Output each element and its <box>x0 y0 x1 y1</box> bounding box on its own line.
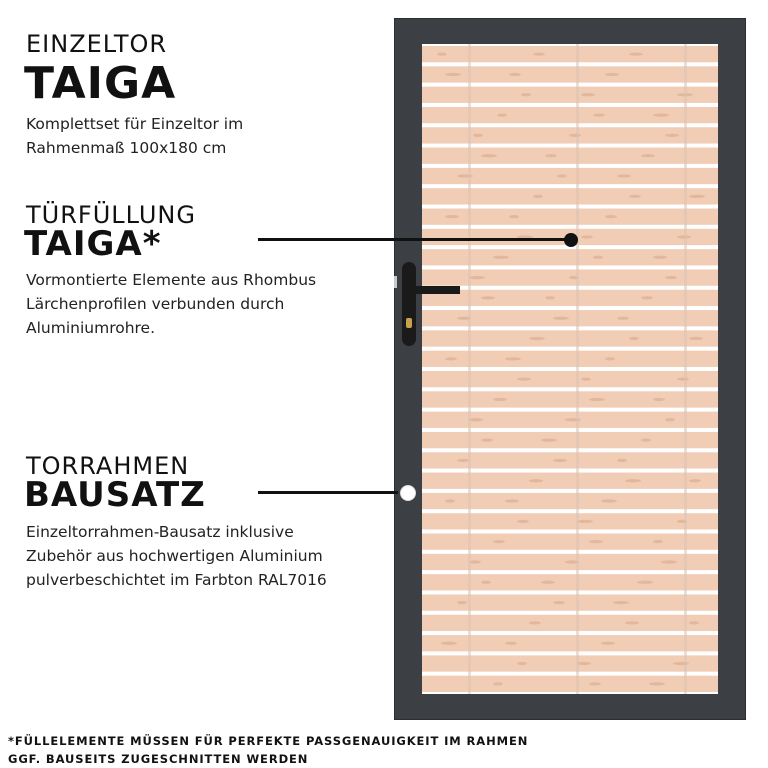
infill-callout-line <box>258 238 574 241</box>
wood-slat <box>422 493 718 509</box>
wood-knot <box>605 215 617 218</box>
wood-knot <box>445 73 461 76</box>
wood-knot <box>529 621 541 624</box>
gate-illustration <box>394 18 746 720</box>
product-title: TAIGA <box>24 58 177 109</box>
wood-knot <box>625 479 641 482</box>
handle-plate <box>402 262 416 346</box>
wood-knot <box>553 317 569 320</box>
wood-knot <box>601 642 615 645</box>
wood-slat <box>422 188 718 204</box>
infill-callout-dot <box>564 233 578 247</box>
wood-knot <box>641 438 651 441</box>
wood-knot <box>641 296 653 299</box>
wood-knot <box>617 459 627 462</box>
wood-knot <box>481 438 493 441</box>
wood-knot <box>445 357 457 360</box>
wood-slat <box>422 148 718 164</box>
frame-description-line: pulverbeschichtet im Farbton RAL7016 <box>26 571 327 589</box>
wood-slat <box>422 249 718 265</box>
frame-callout-line <box>258 491 398 494</box>
wood-knot <box>493 682 503 685</box>
wood-knot <box>445 215 459 218</box>
aluminium-tube <box>576 44 579 694</box>
wood-knot <box>617 317 629 320</box>
frame-kicker: TORRAHMEN <box>26 452 190 480</box>
infill-title: TAIGA* <box>24 224 162 264</box>
wood-knot <box>665 418 675 421</box>
wood-knot <box>653 113 669 116</box>
wood-knot <box>533 53 545 56</box>
wood-knot <box>605 357 615 360</box>
wood-knot <box>481 581 491 584</box>
wood-knot <box>581 235 593 238</box>
wood-knot <box>589 682 601 685</box>
frame-description-line: Zubehör aus hochwertigen Aluminium <box>26 547 323 565</box>
infill-description <box>26 268 316 340</box>
wood-slat <box>422 574 718 590</box>
wood-slat <box>422 371 718 387</box>
wood-knot <box>493 540 505 543</box>
infill-description-line: Aluminiumrohre. <box>26 319 156 337</box>
frame-description-line: Einzeltorrahmen-Bausatz inklusive <box>26 523 294 541</box>
wood-slat <box>422 615 718 631</box>
wood-knot <box>569 134 581 137</box>
wood-knot <box>581 93 595 96</box>
wood-knot <box>457 601 467 604</box>
wood-knot <box>613 601 629 604</box>
wood-knot <box>517 378 531 381</box>
wood-slat <box>422 107 718 123</box>
wood-knot <box>629 53 643 56</box>
wood-knot <box>445 499 455 502</box>
wood-knot <box>505 642 517 645</box>
wood-knot <box>581 378 591 381</box>
wood-knot <box>493 398 507 401</box>
wood-knot <box>605 73 619 76</box>
wood-knot <box>481 154 497 157</box>
wood-knot <box>589 398 605 401</box>
wood-knot <box>617 174 631 177</box>
wood-knot <box>649 682 665 685</box>
wood-knot <box>553 459 567 462</box>
wood-knot <box>689 621 699 624</box>
wood-knot <box>689 479 701 482</box>
wood-knot <box>497 113 507 116</box>
wood-knot <box>665 134 679 137</box>
wood-slat <box>422 513 718 529</box>
wood-knot <box>589 540 603 543</box>
footnote-line: *FÜLLELEMENTE MÜSSEN FÜR PERFEKTE PASSGENAUIGKEIT IM RAHMEN <box>8 734 529 748</box>
handle-lever <box>408 286 460 294</box>
wood-knot <box>689 195 705 198</box>
key-cylinder <box>406 318 412 328</box>
wood-knot <box>541 581 555 584</box>
infill-description-line: Vormontierte Elemente aus Rhombus <box>26 271 317 289</box>
wood-knot <box>505 357 521 360</box>
wood-knot <box>629 195 641 198</box>
wood-knot <box>509 215 519 218</box>
wood-knot <box>493 256 509 259</box>
wood-knot <box>601 499 617 502</box>
wood-knot <box>509 73 521 76</box>
gate-latch-bolt <box>394 276 397 288</box>
wood-knot <box>625 621 639 624</box>
wood-knot <box>593 256 603 259</box>
product-description-line: Rahmenmaß 100x180 cm <box>26 139 227 157</box>
infill-description-line: Lärchenprofilen verbunden durch <box>26 295 285 313</box>
wood-slat <box>422 46 718 62</box>
wood-slat <box>422 330 718 346</box>
wood-knot <box>557 174 567 177</box>
wood-knot <box>473 134 483 137</box>
footnote <box>8 732 528 768</box>
wood-slat <box>422 391 718 407</box>
frame-callout-dot <box>400 485 416 501</box>
wood-knot <box>641 154 655 157</box>
wood-knot <box>653 540 663 543</box>
wood-knot <box>517 520 529 523</box>
infill-kicker: TÜRFÜLLUNG <box>26 201 196 229</box>
wood-knot <box>469 276 485 279</box>
wood-knot <box>545 154 557 157</box>
wood-knot <box>441 642 457 645</box>
wood-slat <box>422 676 718 692</box>
footnote-line: GGF. BAUSEITS ZUGESCHNITTEN WERDEN <box>8 752 309 766</box>
wood-slat <box>422 534 718 550</box>
wood-knot <box>521 93 531 96</box>
wood-knot <box>457 459 469 462</box>
wood-knot <box>661 560 677 563</box>
wood-knot <box>529 337 545 340</box>
wood-knot <box>517 662 527 665</box>
wood-knot <box>653 398 665 401</box>
product-description <box>26 112 243 160</box>
wood-knot <box>577 520 593 523</box>
aluminium-tube <box>684 44 687 694</box>
aluminium-tube <box>468 44 471 694</box>
wood-slat <box>422 635 718 651</box>
product-kicker: EINZELTOR <box>26 30 168 58</box>
wood-slat <box>422 209 718 225</box>
wood-knot <box>481 296 495 299</box>
wood-knot <box>665 276 677 279</box>
wood-knot <box>653 256 667 259</box>
wood-slat <box>422 351 718 367</box>
wood-knot <box>529 479 543 482</box>
wood-knot <box>677 378 689 381</box>
wood-knot <box>469 418 483 421</box>
wood-knot <box>629 337 639 340</box>
wood-knot <box>593 113 605 116</box>
wood-knot <box>553 601 565 604</box>
wood-slat <box>422 290 718 306</box>
wood-knot <box>437 53 447 56</box>
wood-slat <box>422 66 718 82</box>
wood-knot <box>541 438 557 441</box>
wood-knot <box>637 581 653 584</box>
wood-knot <box>545 296 555 299</box>
wood-slat <box>422 473 718 489</box>
wood-knot <box>505 499 519 502</box>
wood-knot <box>689 337 703 340</box>
product-description-line: Komplettset für Einzeltor im <box>26 115 244 133</box>
wood-slat <box>422 87 718 103</box>
frame-title: BAUSATZ <box>24 475 206 515</box>
wood-knot <box>533 195 543 198</box>
frame-description <box>26 520 327 592</box>
wood-slat <box>422 432 718 448</box>
wood-knot <box>577 662 591 665</box>
